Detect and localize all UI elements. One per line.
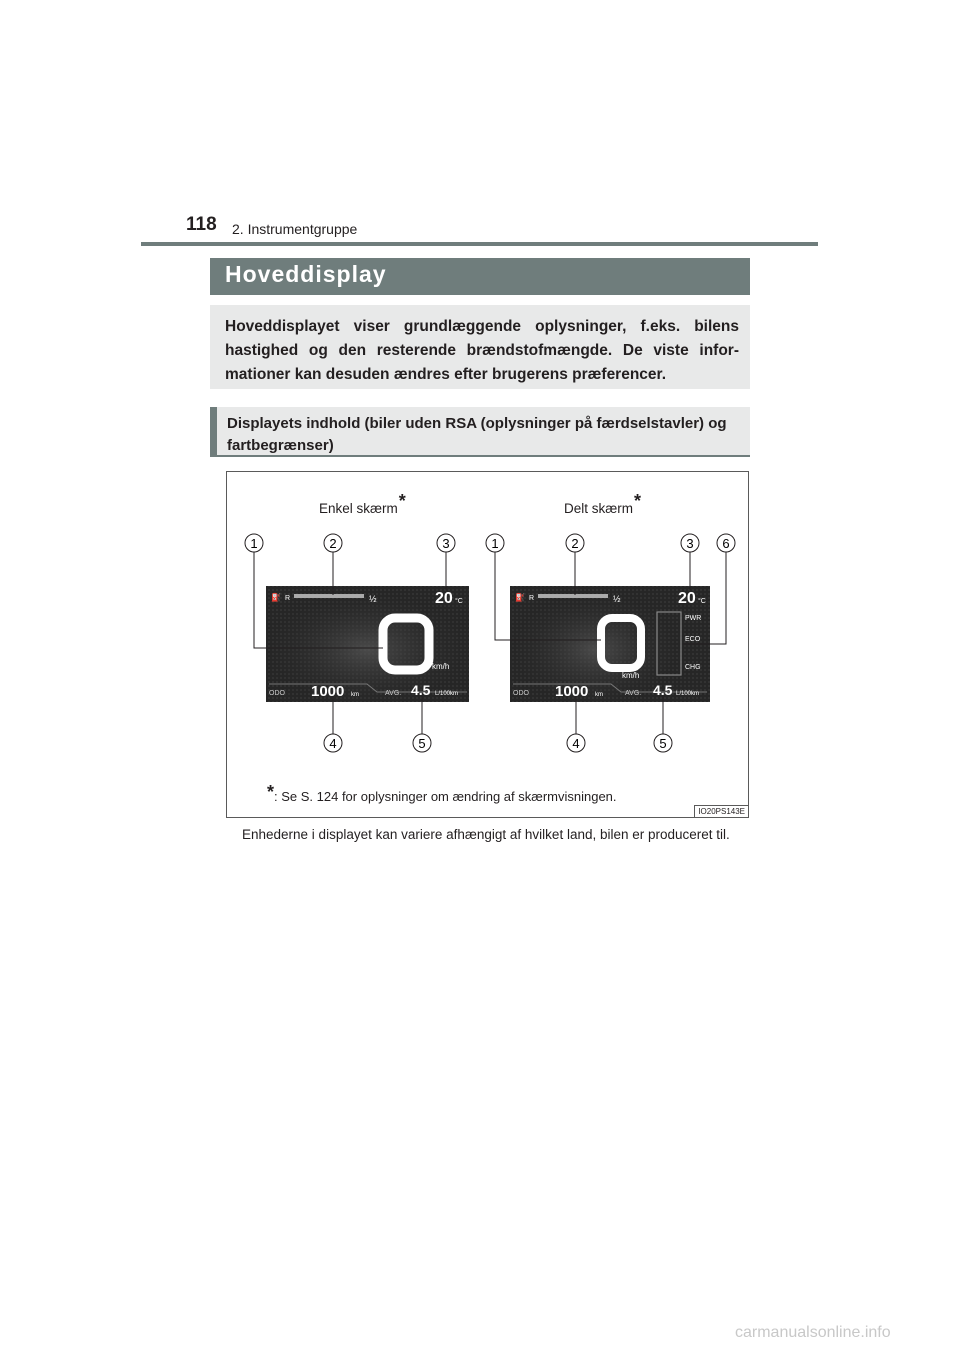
gear-indicator: R — [285, 595, 291, 602]
figure-code: IO20PS143E — [694, 805, 748, 817]
avg-unit: L/100km — [676, 691, 700, 697]
svg-text:1: 1 — [491, 536, 499, 551]
svg-text:5: 5 — [659, 736, 667, 751]
section-title: Hoveddisplay — [225, 261, 387, 287]
callout-split-3 — [681, 534, 699, 552]
svg-text:1: 1 — [250, 536, 258, 551]
intro-box — [210, 305, 750, 389]
svg-text:4: 4 — [329, 736, 337, 751]
temperature-unit: °C — [698, 598, 706, 605]
avg-value: 4.5 — [411, 682, 431, 698]
avg-unit: L/100km — [435, 691, 459, 697]
intro-text: Hoveddisplayet viser grundlæggende oplysninger, f.eks. bilens hastighed og den resterende brændstofmængde. De viste infor-mationer kan desuden ændres efter brugerens præferencer. — [225, 318, 739, 383]
fuel-gauge-bar — [538, 594, 608, 598]
fuel-gauge-bar — [294, 594, 364, 598]
callout-single-1 — [245, 534, 263, 552]
svg-text:6: 6 — [722, 536, 730, 551]
split-screen — [510, 586, 710, 702]
fuel-pump-icon: ⛽ — [271, 593, 281, 602]
page-number: 118 — [186, 214, 217, 235]
watermark: carmanualsonline.info — [735, 1324, 891, 1341]
callout-split-4 — [567, 734, 585, 752]
temperature-value: 20 — [678, 590, 696, 607]
avg-label: AVG. — [625, 690, 642, 697]
callout-split-1 — [486, 534, 504, 552]
label-single-screen: Enkel skærm* — [319, 491, 406, 516]
svg-text:3: 3 — [686, 536, 694, 551]
avg-label: AVG. — [385, 690, 402, 697]
svg-text:2: 2 — [571, 536, 579, 551]
avg-value: 4.5 — [653, 682, 673, 698]
odometer-unit: km — [351, 692, 359, 698]
callout-single-2 — [324, 534, 342, 552]
fuel-pump-icon: ⛽ — [515, 593, 525, 602]
svg-text:3: 3 — [442, 536, 450, 551]
speed-unit: km/h — [432, 662, 450, 671]
callout-single-3 — [437, 534, 455, 552]
temperature-value: 20 — [435, 590, 453, 607]
odo-label: ODO — [513, 690, 529, 697]
speed-unit: km/h — [622, 671, 640, 680]
label-split-screen: Delt skærm* — [564, 491, 642, 516]
callout-single-5 — [413, 734, 431, 752]
figure-caption: Enhederne i displayet kan variere afhængigt af hvilket land, bilen er produceret til. — [242, 827, 730, 842]
temperature-unit: °C — [455, 598, 463, 605]
section-heading-bar — [210, 258, 750, 295]
svg-text:2: 2 — [329, 536, 337, 551]
power-label-eco: ECO — [685, 636, 701, 643]
subsection-heading — [210, 407, 750, 457]
callout-single-4 — [324, 734, 342, 752]
fuel-marker: ½ — [613, 594, 621, 604]
svg-text:5: 5 — [418, 736, 426, 751]
gear-indicator: R — [529, 595, 535, 602]
callout-split-6 — [717, 534, 735, 552]
power-label-chg: CHG — [685, 664, 701, 671]
callout-split-2 — [566, 534, 584, 552]
power-label-pwr: PWR — [685, 615, 702, 622]
single-screen — [266, 586, 469, 702]
subsection-title: Displayets indhold (biler uden RSA (oplysninger på færdselstavler) og fartbegrænser) — [227, 415, 727, 454]
chapter-title: 2. Instrumentgruppe — [232, 221, 358, 237]
odo-label: ODO — [269, 690, 285, 697]
callout-split-5 — [654, 734, 672, 752]
header-rule — [141, 242, 818, 246]
odometer-unit: km — [595, 692, 603, 698]
fuel-marker: ½ — [369, 594, 377, 604]
odometer-value: 1000 — [555, 683, 589, 700]
display-figure — [226, 471, 749, 818]
svg-text:4: 4 — [572, 736, 580, 751]
figure-footnote: *: Se S. 124 for oplysninger om ændring af skærmvisningen. — [267, 782, 617, 804]
display-illustration — [227, 472, 748, 817]
odometer-value: 1000 — [311, 683, 345, 700]
